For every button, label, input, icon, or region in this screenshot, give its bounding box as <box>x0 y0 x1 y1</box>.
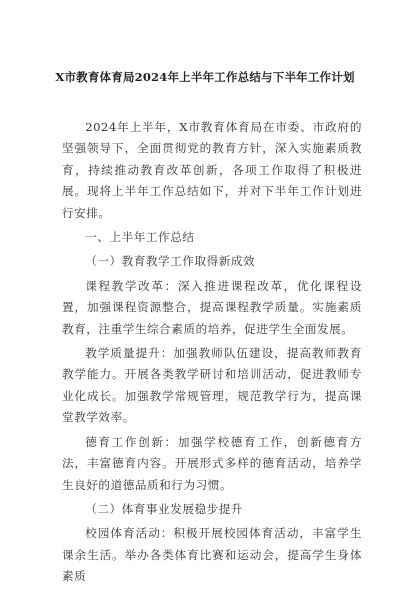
subsection-heading-teaching: （一）教育教学工作取得新成效 <box>85 254 256 269</box>
paragraph-teaching-quality: 教学质量提升：加强教师队伍建设，提高教师教育教学能力。开展各类教学研讨和培训活动，促进教师专业化成长。加强教学常规管理，规范教学行为，提高课堂教学效率。 <box>62 346 362 425</box>
paragraph-campus-sports: 校园体育活动：积极开展校园体育活动，丰富学生课余生活。举办各类体育比赛和运动会，提高学生身体素质 <box>62 526 362 584</box>
section-heading-first-half-summary: 一、上半年工作总结 <box>85 230 195 245</box>
document-body <box>62 117 362 591</box>
paragraph-moral-education: 德育工作创新：加强学校德育工作，创新德育方法，丰富德育内容。开展形式多样的德育活动，培养学生良好的道德品质和行为习惯。 <box>62 434 362 492</box>
document-title: X市教育体育局2024年上半年工作总结与下半年工作计划 <box>55 70 355 84</box>
intro-paragraph: 2024年上半年，X市教育体育局在市委、市政府的坚强领导下，全面贯彻党的教育方针，深入实施素质教育，持续推动教育改革创新，各项工作取得了积极进展。现将上半年工作总结如下，并对下半年工作计划进行安排。 <box>62 120 362 220</box>
subsection-heading-sports: （二）体育事业发展稳步提升 <box>85 501 244 516</box>
paragraph-curriculum-reform: 课程教学改革：深入推进课程改革，优化课程设置，加强课程资源整合，提高课程教学质量。实施素质教育，注重学生综合素质的培养，促进学生全面发展。 <box>62 278 362 336</box>
